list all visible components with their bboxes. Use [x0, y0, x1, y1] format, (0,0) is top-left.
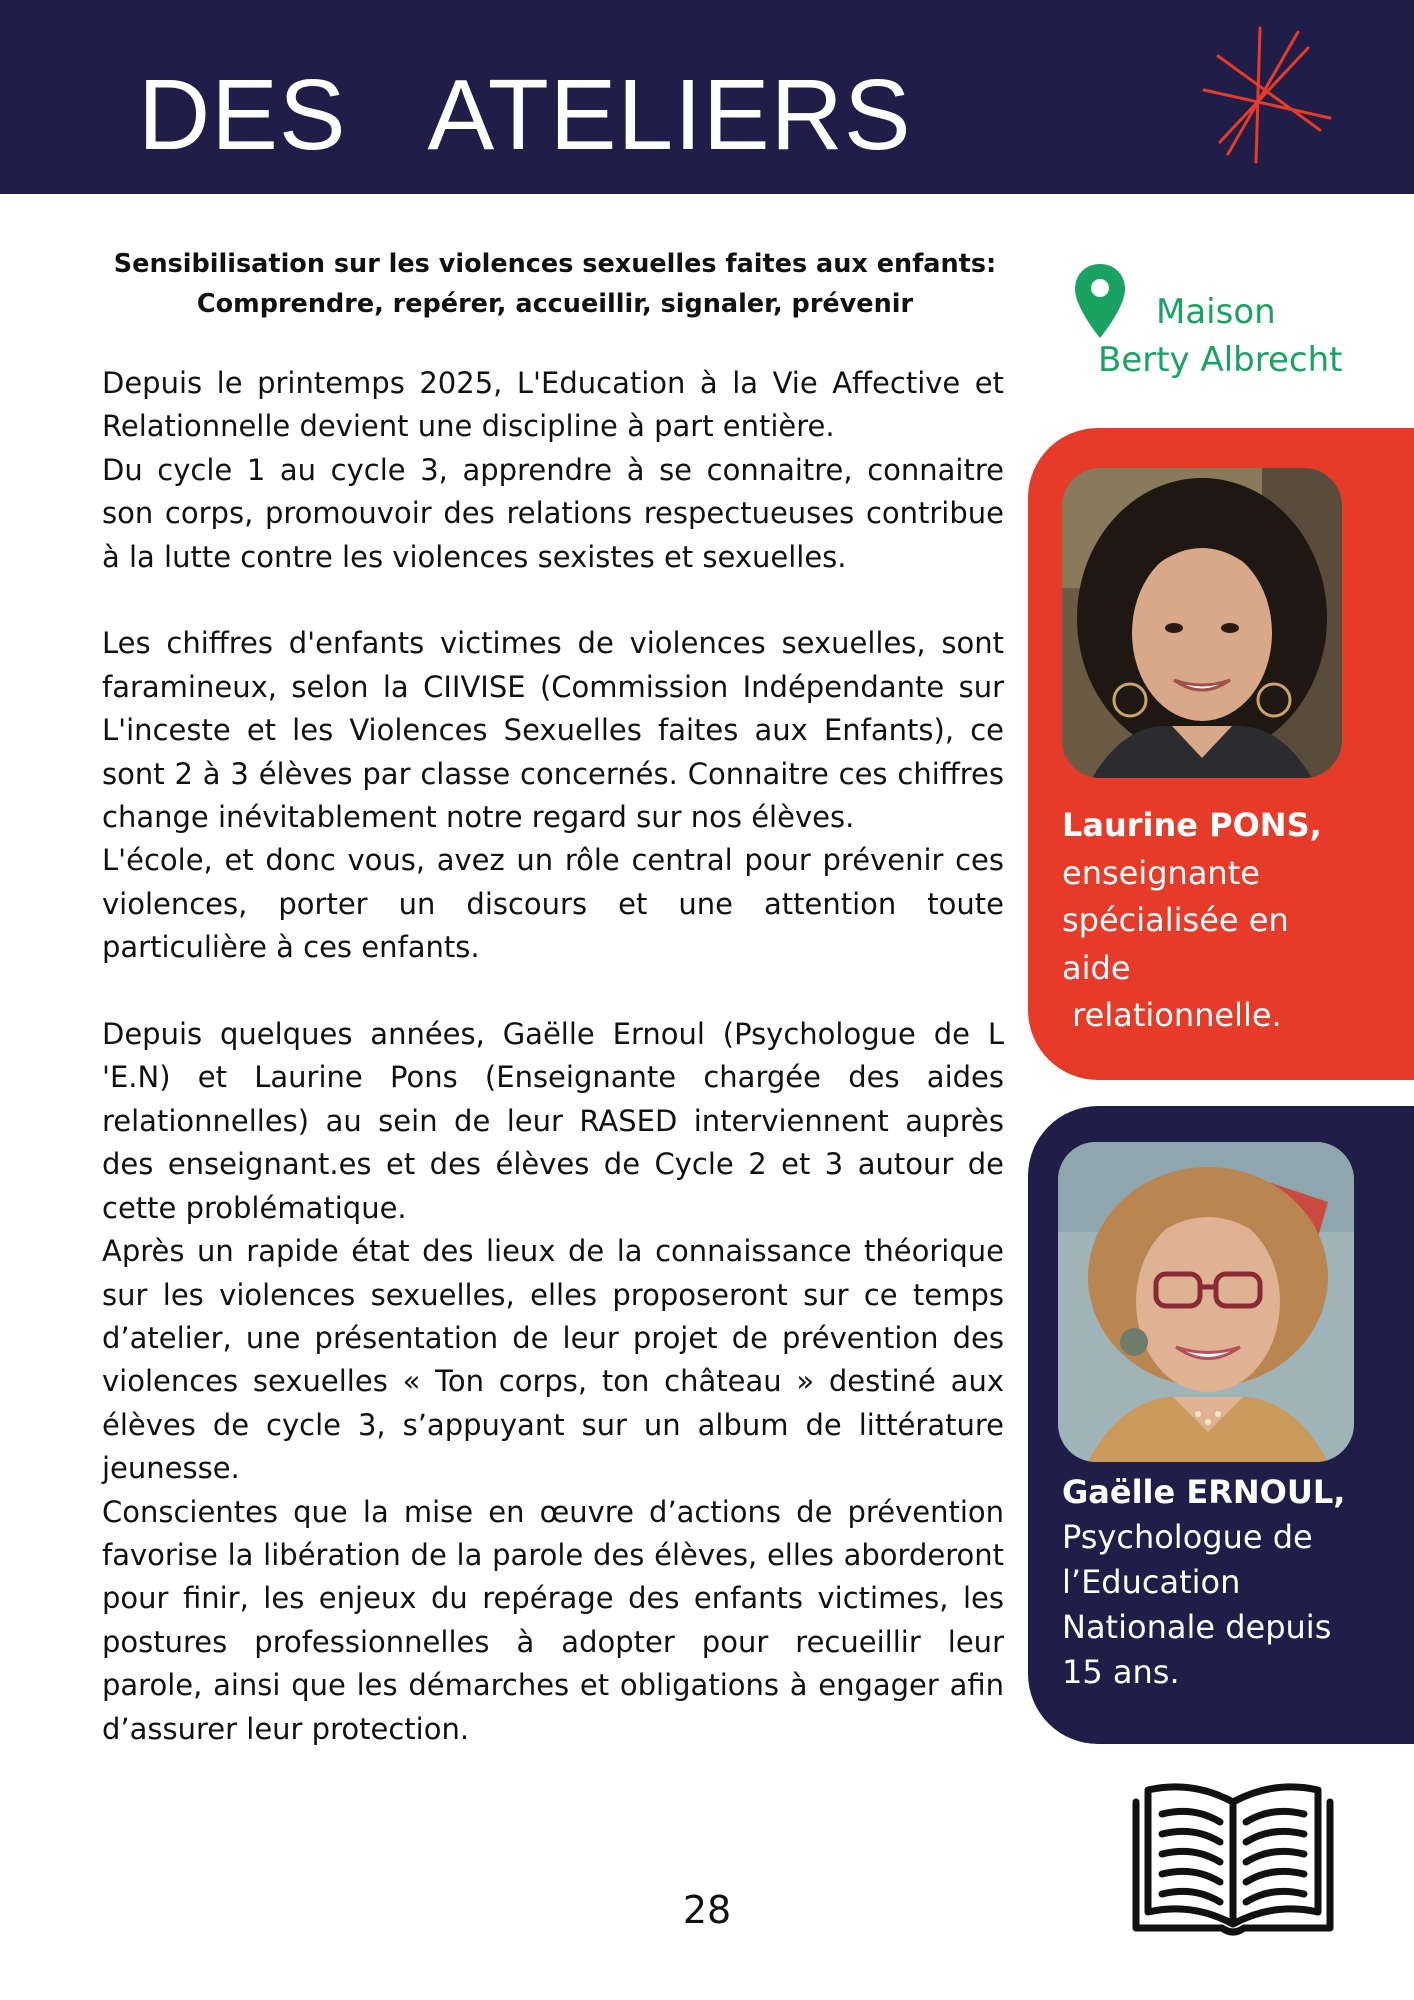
location-line-2: Berty Albrecht [1098, 340, 1343, 380]
speaker-card-gaelle [1028, 1106, 1414, 1744]
map-pin-icon [1072, 262, 1128, 340]
asterisk-star-icon [1200, 26, 1334, 166]
speaker-card-laurine [1028, 428, 1414, 1080]
speaker-photo-gaelle [1058, 1142, 1354, 1462]
speaker-role-line: enseignante [1062, 853, 1260, 892]
subtitle-line-2: Comprendre, repérer, accueillir, signaler, prévenir [196, 289, 914, 319]
speaker-role-line: l’Education [1062, 1563, 1241, 1601]
page-title: DES ATELIERS [138, 59, 912, 171]
speaker-role-line: spécialisée en [1062, 901, 1289, 939]
body-paragraph: Conscientes que la mise en œuvre d’actions de prévention favorise la libération de la parole des élèves, elles aborderont pour finir, les enjeux du repérage des enfants victimes, les postures professionnelles à adopter pour recueillir leur parole, ainsi que les démarches et obligations à engager afin d’assurer leur protection. [102, 1494, 1004, 1746]
body-paragraph: Depuis le printemps 2025, L'Education à la Vie Affective et Relationnelle devient une discipline à part entière. [102, 366, 1004, 444]
speaker-role-line: relationnelle. [1062, 996, 1282, 1034]
speaker-role-line: aide [1062, 948, 1131, 987]
speaker-info-gaelle [1062, 1470, 1402, 1695]
subtitle-line-1: Sensibilisation sur les violences sexuelles faites aux enfants: [113, 249, 997, 279]
speaker-role-line: Nationale depuis [1062, 1608, 1332, 1646]
header-banner [0, 0, 1414, 194]
open-book-icon [1132, 1778, 1334, 1936]
body-paragraph: Les chiffres d'enfants victimes de violences sexuelles, sont faramineux, selon la CIIVISE (Commission Indépendante sur L'inceste et les Violences Sexuelles faites aux Enfants), ce sont 2 à 3 élèves par classe concernés. Connaitre ces chiffres change inévitablement notre regard sur nos élèves. [102, 626, 1004, 835]
body-paragraph: L'école, et donc vous, avez un rôle central pour prévenir ces violences, porter un discours et une attention toute particulière à ces enfants. [102, 843, 1004, 965]
speaker-photo-laurine [1062, 468, 1342, 778]
workshop-subtitle [100, 244, 1010, 324]
speaker-role-line: 15 ans. [1062, 1653, 1180, 1691]
speaker-role-line: Psychologue de [1062, 1518, 1313, 1556]
body-paragraph: Après un rapide état des lieux de la connaissance théorique sur les violences sexuelles, elles proposeront sur ce temps d’atelier, une présentation de leur projet de prévention des violences sexuelles « Ton corps, ton château » destiné aux élèves de cycle 3, s’appuyant sur un album de littérature jeunesse. [102, 1234, 1004, 1486]
page-number: 28 [682, 1888, 732, 1932]
workshop-description [102, 362, 1004, 1751]
location-line-1: Maison [1156, 292, 1276, 332]
speaker-name-gaelle: Gaëlle ERNOUL, [1062, 1473, 1346, 1511]
body-paragraph: Depuis quelques années, Gaëlle Ernoul (Psychologue de L 'E.N) et Laurine Pons (Enseignante chargée des aides relationnelles) au sein de leur RASED interviennent auprès des enseignant.es et des élèves de Cycle 2 et 3 autour de cette problématique. [102, 1017, 1004, 1225]
speaker-info-laurine [1062, 802, 1402, 1040]
body-paragraph: Du cycle 1 au cycle 3, apprendre à se connaitre, connaitre son corps, promouvoir des relations respectueuses contribue à la lutte contre les violences sexistes et sexuelles. [102, 452, 1004, 574]
speaker-name-laurine: Laurine PONS, [1062, 806, 1322, 844]
location-block [1072, 262, 1372, 392]
